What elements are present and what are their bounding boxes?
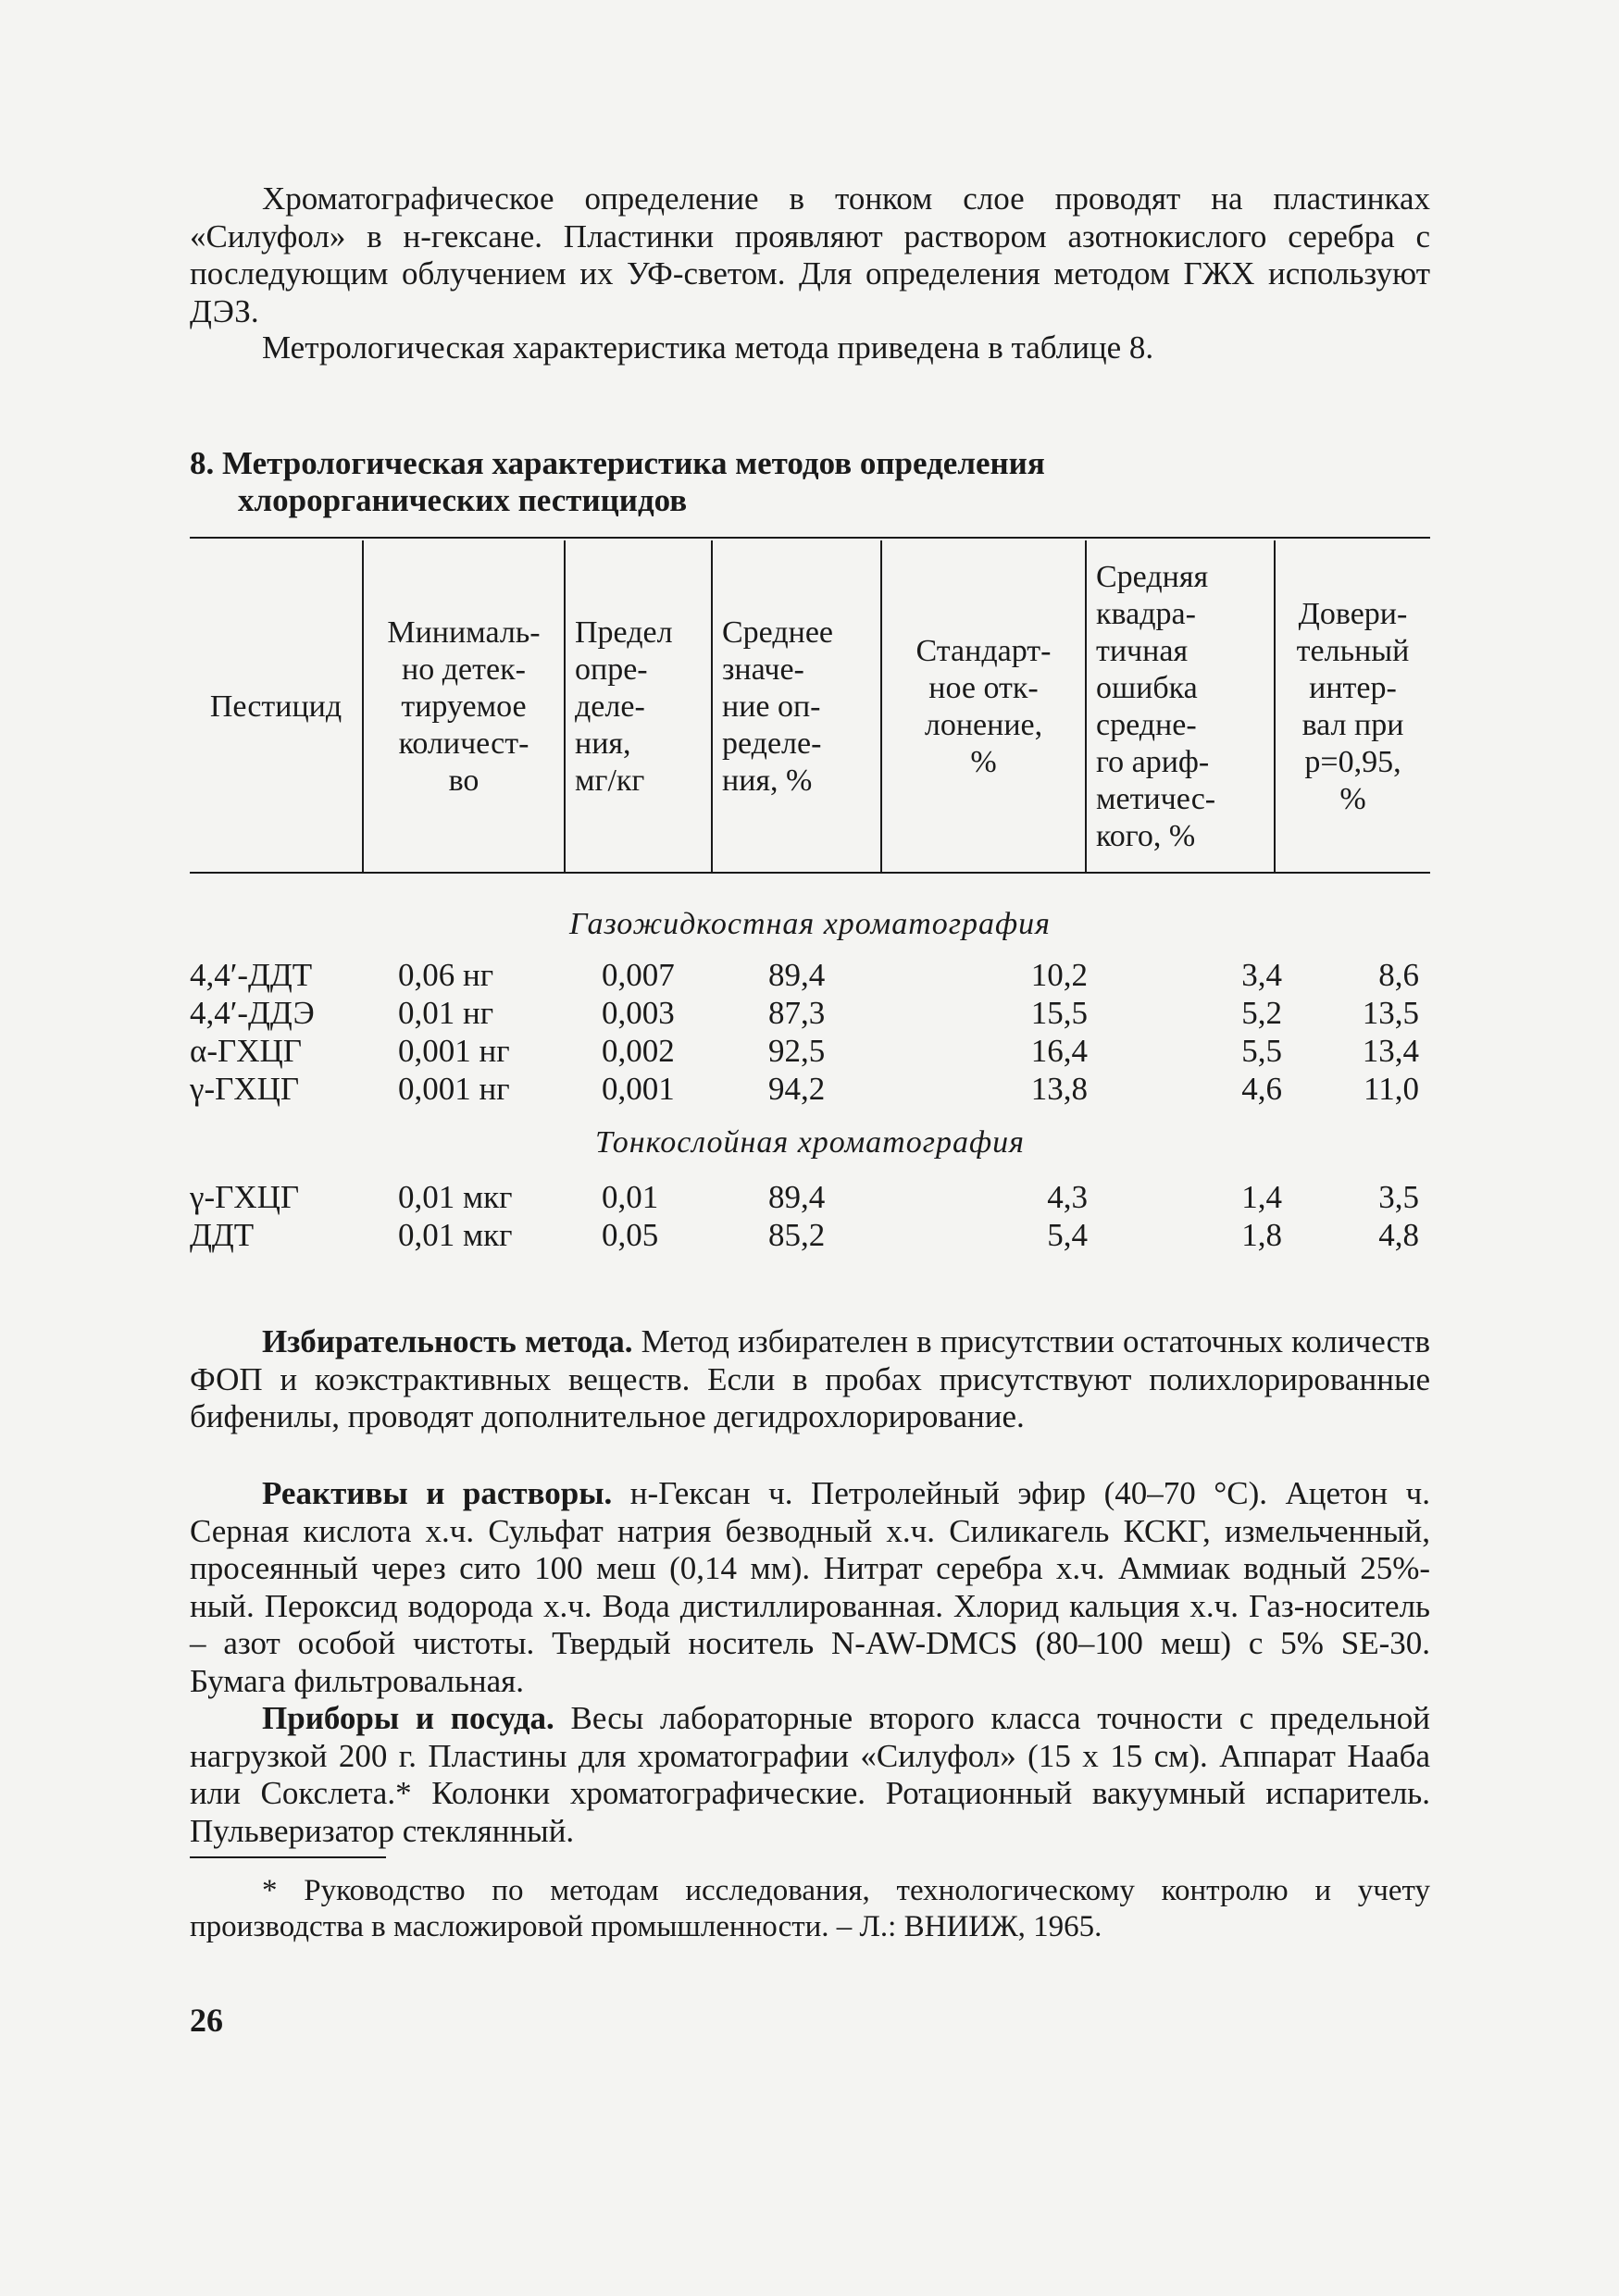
page-number: 26 (190, 2002, 223, 2039)
section-title-gas-liquid: Газожидкостная хроматография (569, 907, 1051, 941)
cell-min-detectable: 0,001 нг (398, 1033, 510, 1069)
table-row (190, 1033, 1430, 1070)
table-top-rule (190, 537, 1430, 539)
cell-pesticide: γ-ГХЦГ (190, 1179, 300, 1215)
table-row (190, 1217, 1430, 1254)
table-row (190, 1179, 1430, 1216)
cell-mean-value: 89,4 (768, 957, 826, 993)
cell-pesticide: 4,4′-ДДЭ (190, 995, 315, 1031)
footnote: * Руководство по методам исследования, технологическому контролю и учету производства в масложировой промышленности. – Л.: ВНИИЖ, 1965. (190, 1874, 1430, 1943)
equipment-text: Весы лабораторные второго класса точности с предельной нагрузкой 200 г. Пластины для хроматографии «Силуфол» (15 x 15 см). Аппарат Нааба или Сокслета.* Колонки хроматографические. Ротационный вакуумный испаритель. Пульверизатор стеклянный. (190, 1700, 1431, 1849)
footnote-divider (190, 1856, 386, 1858)
cell-detection-limit: 0,01 (602, 1179, 659, 1215)
table-row (190, 995, 1430, 1032)
cell-mean-square-error: 5,5 (1241, 1033, 1282, 1069)
cell-mean-square-error: 1,4 (1241, 1179, 1282, 1215)
cell-mean-square-error: 3,4 (1241, 957, 1282, 993)
table-row (190, 957, 1430, 994)
cell-mean-square-error: 4,6 (1241, 1071, 1282, 1107)
cell-confidence-interval: 13,5 (1362, 995, 1419, 1031)
header-std-deviation: Стандарт- ное отк- лонение, % (915, 634, 1052, 779)
cell-std-deviation: 16,4 (1030, 1033, 1088, 1069)
cell-std-deviation: 13,8 (1030, 1071, 1088, 1107)
paragraph-equipment (190, 1700, 1430, 1850)
cell-pesticide: 4,4′-ДДТ (190, 957, 313, 993)
selectivity-heading: Избирательность метода. (262, 1323, 633, 1359)
cell-detection-limit: 0,007 (602, 957, 675, 993)
cell-pesticide: γ-ГХЦГ (190, 1071, 300, 1107)
cell-mean-value: 87,3 (768, 995, 826, 1031)
reagents-heading: Реактивы и растворы. (262, 1475, 613, 1511)
cell-confidence-interval: 11,0 (1364, 1071, 1419, 1107)
table-row (190, 1071, 1430, 1108)
cell-mean-value: 92,5 (768, 1033, 826, 1069)
cell-std-deviation: 10,2 (1030, 957, 1088, 993)
cell-mean-value: 89,4 (768, 1179, 826, 1215)
paragraph-intro: Хроматографическое определение в тонком слое проводят на пластинках «Силуфол» в н-гексане. Пластинки проявляют раствором азотнокислого серебра с последующим облучением их УФ-светом. Для определения методом ГЖХ используют ДЭЗ. (190, 180, 1430, 329)
cell-confidence-interval: 8,6 (1378, 957, 1419, 993)
cell-std-deviation: 4,3 (1047, 1179, 1088, 1215)
paragraph-selectivity (190, 1323, 1430, 1436)
table-title-line2: хлорорганических пестицидов (238, 482, 688, 518)
cell-pesticide: α-ГХЦГ (190, 1033, 303, 1069)
table-title-line1: Метрологическая характеристика методов определения (222, 445, 1045, 481)
cell-std-deviation: 5,4 (1047, 1217, 1088, 1253)
cell-min-detectable: 0,01 мкг (398, 1179, 513, 1215)
cell-confidence-interval: 4,8 (1378, 1217, 1419, 1253)
cell-confidence-interval: 13,4 (1362, 1033, 1419, 1069)
cell-min-detectable: 0,06 нг (398, 957, 494, 993)
table-number: 8. (190, 445, 215, 481)
reagents-text: н-Гексан ч. Петролейный эфир (40–70 °С). Ацетон ч. Серная кислота х.ч. Сульфат натрия безводный х.ч. Силикагель КСКГ, измельченный, просеянный через сито 100 меш (0,14 мм). Нитрат серебра х.ч. Аммиак водный 25%-ный. Пероксид водорода х.ч. Вода дистиллированная. Хлорид кальция х.ч. Газ-носитель – азот особой чистоты. Твердый носитель N-AW-DMCS (80–100 меш) с 5% SE-30. Бумага фильтровальная. (190, 1475, 1430, 1699)
paragraph-table-reference: Метрологическая характеристика метода приведена в таблице 8. (262, 329, 1154, 366)
paragraph-reagents (190, 1475, 1430, 1700)
cell-std-deviation: 15,5 (1030, 995, 1088, 1031)
cell-mean-value: 85,2 (768, 1217, 826, 1253)
cell-detection-limit: 0,003 (602, 995, 675, 1031)
cell-mean-value: 94,2 (768, 1071, 826, 1107)
cell-min-detectable: 0,01 мкг (398, 1217, 513, 1253)
cell-mean-square-error: 1,8 (1241, 1217, 1282, 1253)
cell-detection-limit: 0,002 (602, 1033, 675, 1069)
cell-detection-limit: 0,05 (602, 1217, 659, 1253)
cell-min-detectable: 0,001 нг (398, 1071, 510, 1107)
header-mean-value: Среднее значе- ние оп- ределе- ния, % (722, 615, 833, 798)
header-detection-limit: Предел опре- деле- ния, мг/кг (575, 615, 673, 798)
cell-pesticide: ДДТ (190, 1217, 255, 1253)
header-mean-square-error: Средняя квадра- тичная ошибка средне- го ариф- метичес- кого, % (1096, 560, 1216, 853)
header-pesticide: Пестицид (209, 689, 342, 724)
cell-mean-square-error: 5,2 (1241, 995, 1282, 1031)
header-min-detectable: Минималь- но детек- тируемое количест- во (387, 615, 541, 798)
equipment-heading: Приборы и посуда. (262, 1700, 554, 1736)
cell-confidence-interval: 3,5 (1378, 1179, 1419, 1215)
table-title (190, 445, 1430, 519)
selectivity-text: Метод избирателен в присутствии остаточных количеств ФОП и коэкстрактивных веществ. Если в пробах присутствуют полихлорированные бифенилы, проводят дополнительное дегидрохлорирование. (190, 1323, 1430, 1434)
header-confidence-interval: Довери- тельный интер- вал при p=0,95, % (1296, 597, 1410, 816)
cell-min-detectable: 0,01 нг (398, 995, 494, 1031)
cell-detection-limit: 0,001 (602, 1071, 675, 1107)
section-title-thin-layer: Тонкослойная хроматография (595, 1125, 1025, 1160)
